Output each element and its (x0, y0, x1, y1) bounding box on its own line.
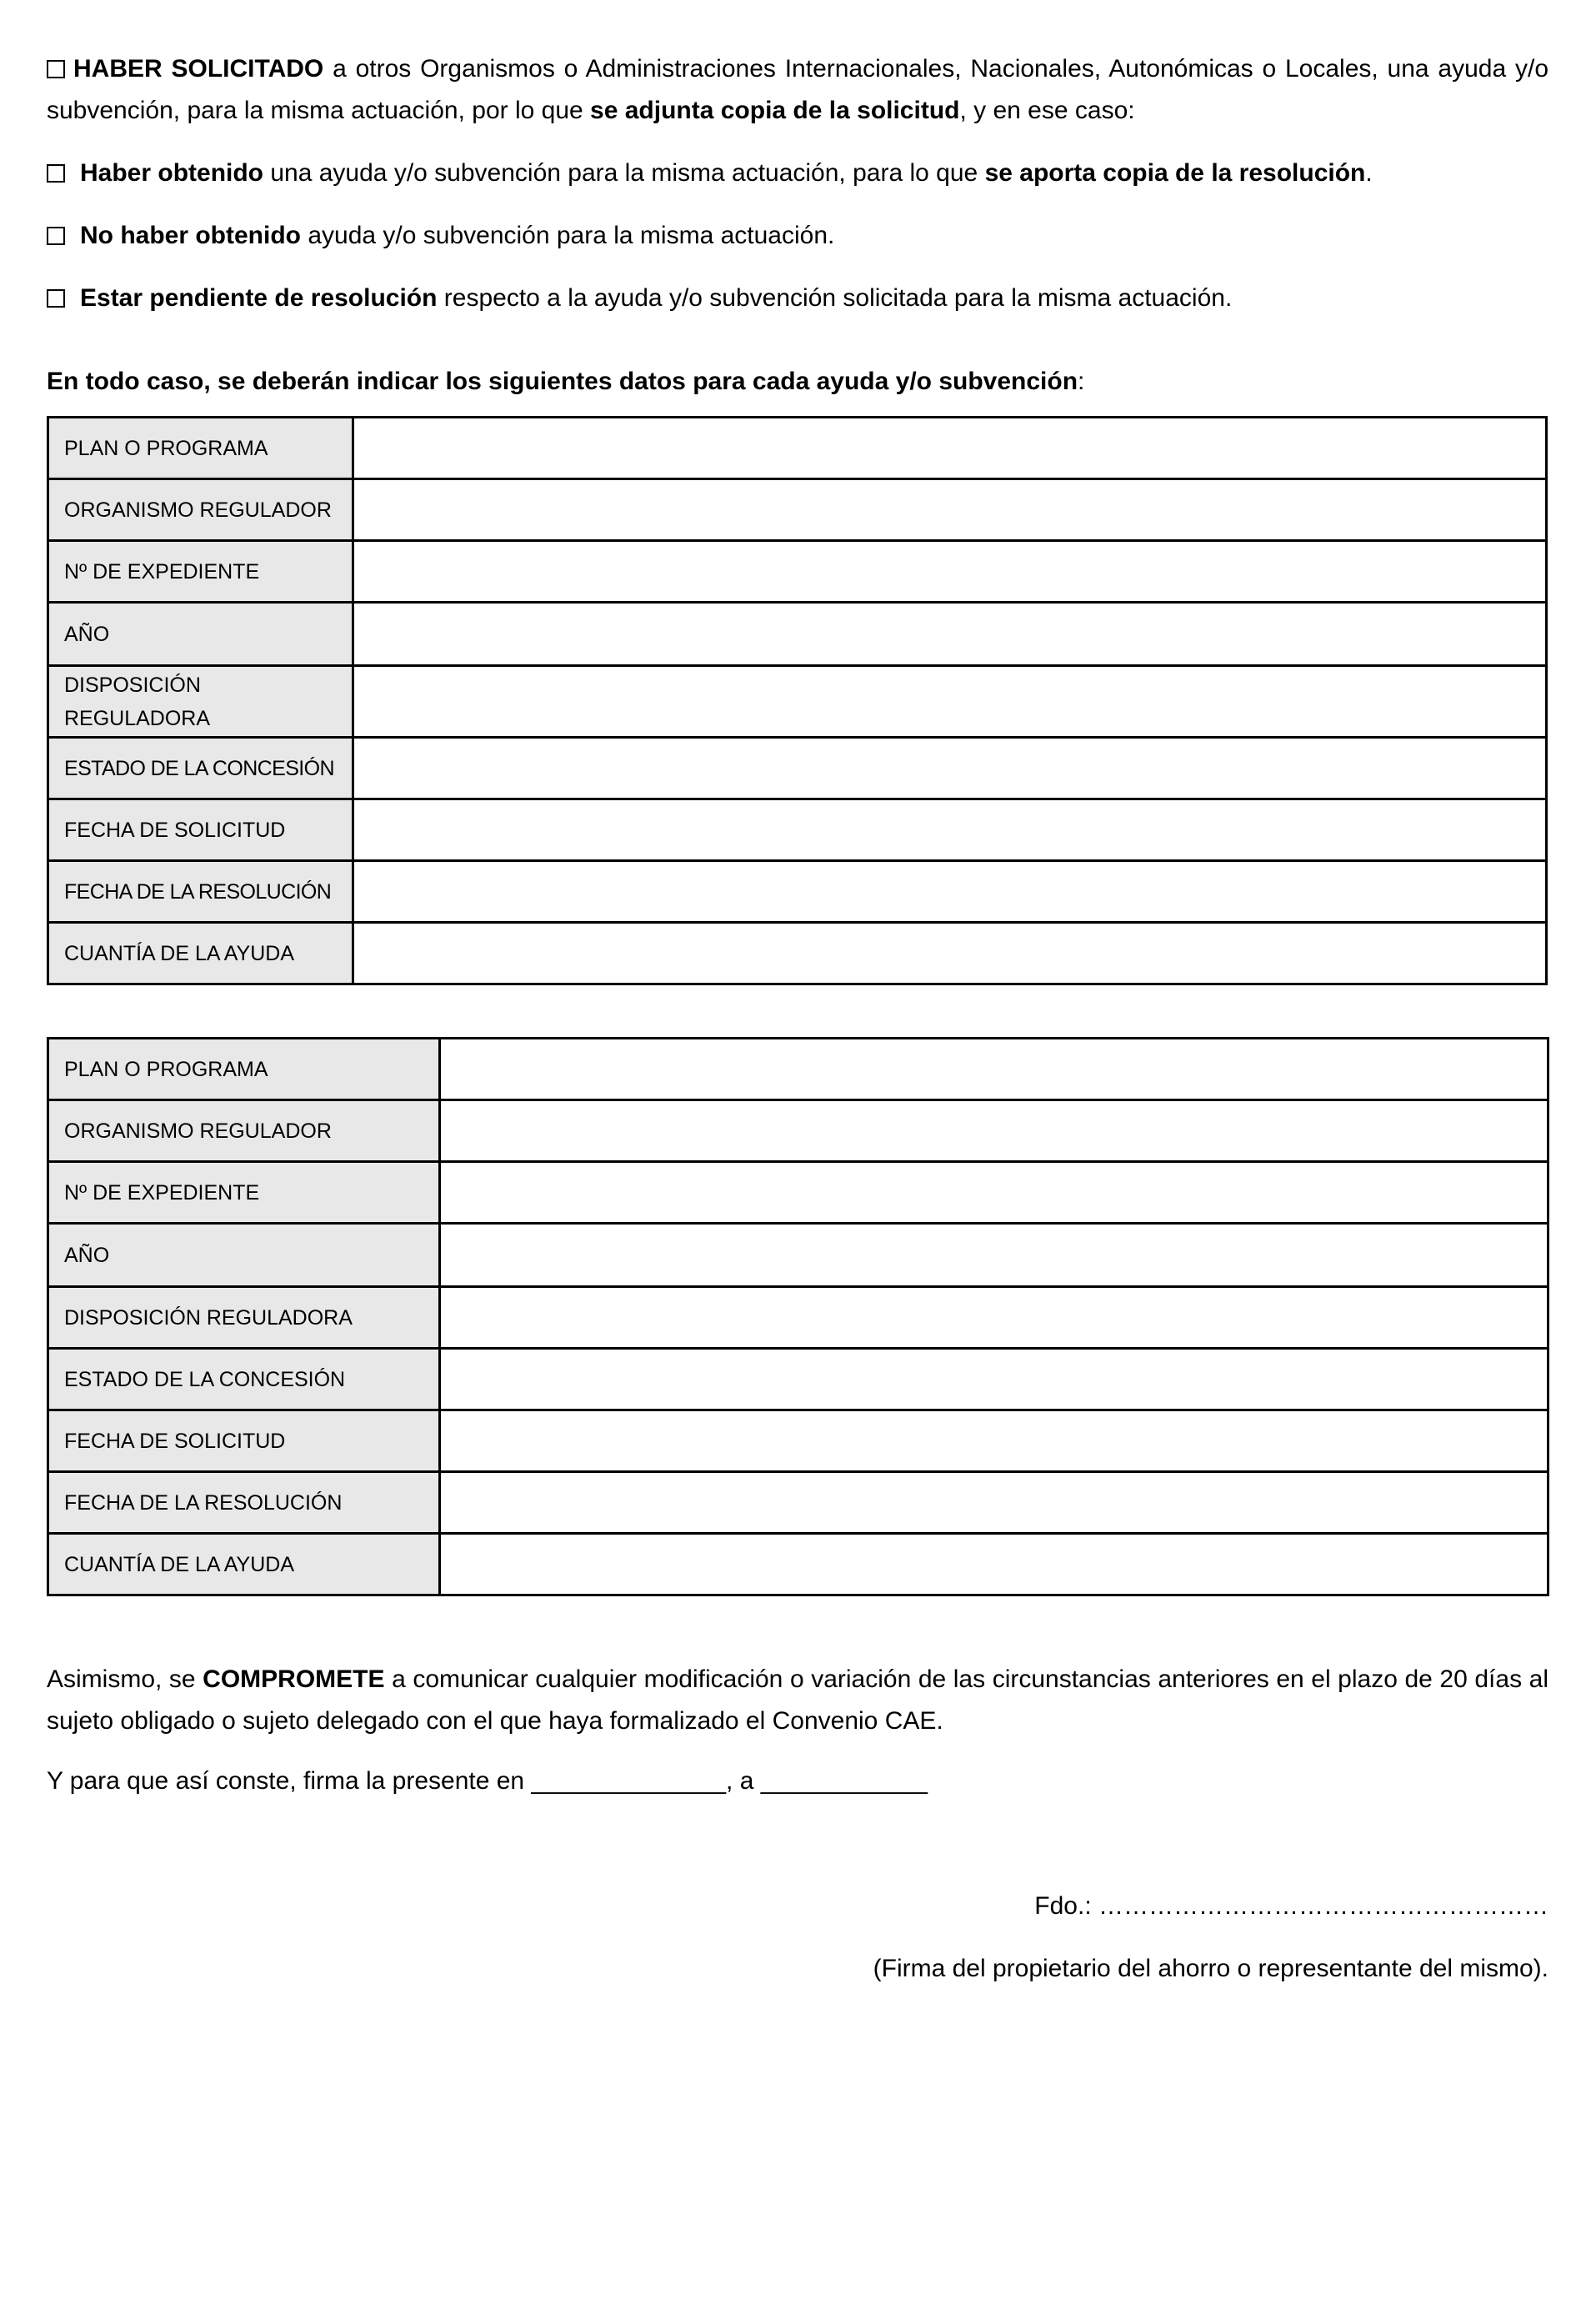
row-label: DISPOSICIÓN REGULADORA (48, 666, 353, 738)
row-label: PLAN O PROGRAMA (48, 1039, 440, 1100)
row-label: ESTADO DE LA CONCESIÓN (48, 1349, 440, 1410)
instruction-bold: En todo caso, se deberán indicar los siguientes datos para cada ayuda y/o subvención (47, 368, 1078, 395)
table-row (48, 1349, 1548, 1410)
row-label: CUANTÍA DE LA AYUDA (48, 923, 353, 984)
cuantia-field[interactable] (353, 923, 1547, 984)
row-label: FECHA DE LA RESOLUCIÓN (48, 861, 353, 923)
compromete-bold: COMPROMETE (203, 1665, 385, 1693)
row-label: Nº DE EXPEDIENTE (48, 541, 353, 603)
haber-solicitado-bold: HABER SOLICITADO (73, 55, 324, 83)
fecha-resolucion-field[interactable] (353, 861, 1547, 923)
compromete-text1: Asimismo, se (47, 1665, 203, 1693)
expediente-field[interactable] (353, 541, 1547, 603)
estado-concesion-field[interactable] (440, 1349, 1548, 1410)
empty-checkbox-icon[interactable] (47, 227, 65, 245)
signature-line: Fdo.: ……………………………………………… (1034, 1892, 1548, 1920)
table-row (48, 1162, 1548, 1224)
option-pendiente-resolucion (47, 278, 1548, 319)
option3-text: respecto a la ayuda y/o subvención solicitada para la misma actuación. (437, 284, 1233, 312)
fecha-resolucion-field[interactable] (440, 1472, 1548, 1534)
option1-bold: Haber obtenido (80, 159, 264, 187)
instruction-end: : (1078, 368, 1085, 395)
empty-checkbox-icon[interactable] (47, 289, 65, 308)
table-row (48, 603, 1547, 666)
table-row (48, 1224, 1548, 1287)
anio-field[interactable] (440, 1224, 1548, 1287)
haber-solicitado-paragraph (47, 48, 1548, 132)
option-haber-obtenido (47, 153, 1548, 194)
row-label: CUANTÍA DE LA AYUDA (48, 1534, 440, 1595)
disposicion-reguladora-field[interactable] (440, 1287, 1548, 1349)
row-label: FECHA DE LA RESOLUCIÓN (48, 1472, 440, 1534)
table-row (48, 923, 1547, 984)
table-row (48, 1410, 1548, 1472)
table-row (48, 479, 1547, 541)
haber-solicitado-end: , y en ese caso: (959, 97, 1135, 124)
option2-text: ayuda y/o subvención para la misma actuación. (301, 222, 835, 249)
table-row (48, 1534, 1548, 1595)
table-row (48, 738, 1547, 799)
fecha-solicitud-field[interactable] (353, 799, 1547, 861)
empty-checkbox-icon[interactable] (47, 60, 65, 78)
option2-bold: No haber obtenido (80, 222, 301, 249)
row-label: FECHA DE SOLICITUD (48, 799, 353, 861)
option3-bold: Estar pendiente de resolución (80, 284, 438, 312)
table-row (48, 666, 1547, 738)
disposicion-reguladora-field[interactable] (353, 666, 1547, 738)
haber-solicitado-text: a otros Organismos o Administraciones Internacionales, Nacionales, Autonómicas o Locales, una ayuda y/o subvención, para la misma actuación, por lo que (47, 55, 1548, 124)
table-row (48, 799, 1547, 861)
row-label: ESTADO DE LA CONCESIÓN (48, 738, 353, 799)
aid-table-1 (47, 416, 1548, 985)
row-label: Nº DE EXPEDIENTE (48, 1162, 440, 1224)
organismo-regulador-field[interactable] (353, 479, 1547, 541)
table-row (48, 1100, 1548, 1162)
table-row (48, 1287, 1548, 1349)
row-label: ORGANISMO REGULADOR (48, 479, 353, 541)
table-row (48, 861, 1547, 923)
compromete-text2: a comunicar cualquier modificación o variación de las circunstancias anteriores en el plazo de 20 días al sujeto obligado o sujeto delegado con el que haya formalizado el Convenio CAE. (47, 1665, 1548, 1735)
row-label: AÑO (48, 603, 353, 666)
row-label: AÑO (48, 1224, 440, 1287)
place-date-line: Y para que así conste, firma la presente en ______________, a ____________ (47, 1767, 928, 1795)
option1-bold2: se aporta copia de la resolución (984, 159, 1366, 187)
empty-checkbox-icon[interactable] (47, 164, 65, 183)
row-label: ORGANISMO REGULADOR (48, 1100, 440, 1162)
table-row (48, 1039, 1548, 1100)
option-no-haber-obtenido (47, 215, 1548, 257)
option1-end: . (1365, 159, 1373, 187)
expediente-field[interactable] (440, 1162, 1548, 1224)
option1-text: una ayuda y/o subvención para la misma actuación, para lo que (263, 159, 985, 187)
compromete-paragraph (47, 1659, 1548, 1742)
table-row (48, 1472, 1548, 1534)
row-label: DISPOSICIÓN REGULADORA (48, 1287, 440, 1349)
cuantia-field[interactable] (440, 1534, 1548, 1595)
organismo-regulador-field[interactable] (440, 1100, 1548, 1162)
adjunta-copia-bold: se adjunta copia de la solicitud (590, 97, 960, 124)
instruction-line (47, 361, 1548, 403)
plan-programa-field[interactable] (440, 1039, 1548, 1100)
table-row (48, 541, 1547, 603)
fecha-solicitud-field[interactable] (440, 1410, 1548, 1472)
signature-note: (Firma del propietario del ahorro o representante del mismo). (873, 1955, 1548, 1982)
estado-concesion-field[interactable] (353, 738, 1547, 799)
row-label: PLAN O PROGRAMA (48, 418, 353, 479)
anio-field[interactable] (353, 603, 1547, 666)
row-label: FECHA DE SOLICITUD (48, 1410, 440, 1472)
aid-table-2 (47, 1037, 1549, 1596)
table-row (48, 418, 1547, 479)
plan-programa-field[interactable] (353, 418, 1547, 479)
